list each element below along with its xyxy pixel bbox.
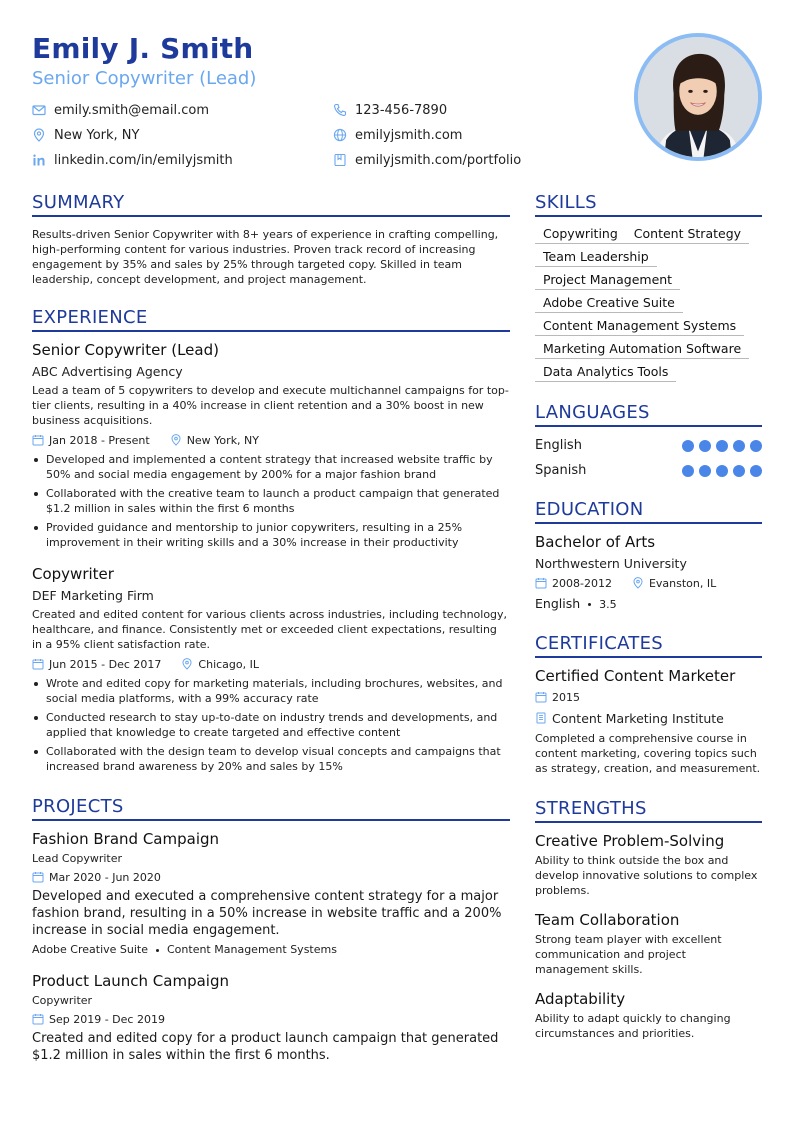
profile-photo bbox=[634, 33, 762, 161]
job-bullets bbox=[32, 676, 510, 774]
proficiency-dot bbox=[682, 465, 694, 477]
certificate-issuer: Content Marketing Institute bbox=[552, 710, 724, 726]
certificates-heading: CERTIFICATES bbox=[535, 633, 762, 658]
job-bullet: Collaborated with the design team to develop visual concepts and campaigns that increased brand awareness by 20% and sales by 15% bbox=[32, 744, 510, 774]
proficiency-dot bbox=[733, 440, 745, 452]
contact-email[interactable] bbox=[32, 101, 209, 119]
job-title: Copywriter bbox=[32, 565, 114, 583]
job-bullet: Collaborated with the creative team to launch a product campaign that generated $1.2 million in sales within the first 6 months bbox=[32, 486, 510, 516]
certificate-description: Completed a comprehensive course in content marketing, covering topics such as strategy, creation, and measurement. bbox=[535, 732, 761, 775]
language-row bbox=[535, 433, 762, 458]
project-tool: Content Management Systems bbox=[167, 943, 337, 956]
experience-section bbox=[32, 307, 510, 774]
location-pin-icon bbox=[170, 434, 182, 446]
job-description: Lead a team of 5 copywriters to develop and execute multichannel campaigns for top-tier clients, resulting in a 40% increase in client retention and a 30% boost in new business acquisitions. bbox=[32, 384, 509, 427]
strength-title: Creative Problem-Solving bbox=[535, 832, 725, 850]
skill-tag: Marketing Automation Software bbox=[535, 340, 749, 359]
skill-tag: Data Analytics Tools bbox=[535, 363, 676, 382]
education-heading: EDUCATION bbox=[535, 499, 762, 524]
linkedin-icon bbox=[32, 153, 46, 167]
contact-location bbox=[32, 126, 139, 144]
skill-tag: Content Management Systems bbox=[535, 317, 744, 336]
education-meta bbox=[535, 575, 762, 591]
project-title: Product Launch Campaign bbox=[32, 972, 229, 990]
skill-tag: Project Management bbox=[535, 271, 680, 290]
job-description: Created and edited content for various clients across industries, including technology, healthcare, and finance. Consistently met or exceeded client expectations, resulting in a 95% client satisfaction rate. bbox=[32, 608, 508, 651]
projects-section bbox=[32, 796, 510, 1064]
proficiency-dot bbox=[716, 440, 728, 452]
proficiency-dot bbox=[733, 465, 745, 477]
strengths-heading: STRENGTHS bbox=[535, 798, 762, 823]
avatar-illustration bbox=[638, 37, 758, 157]
proficiency-dot bbox=[750, 465, 762, 477]
contact-linkedin-text: linkedin.com/in/emilyjsmith bbox=[54, 152, 233, 168]
bookmark-icon bbox=[333, 153, 347, 167]
location-pin-icon bbox=[181, 658, 193, 670]
languages-list bbox=[535, 433, 762, 483]
job-dates: Jan 2018 - Present bbox=[49, 433, 150, 447]
strength-item bbox=[535, 831, 762, 898]
calendar-icon bbox=[32, 434, 44, 446]
contact-portfolio[interactable] bbox=[333, 151, 521, 169]
certificate-title: Certified Content Marketer bbox=[535, 667, 736, 685]
job-location: Chicago, IL bbox=[198, 657, 259, 671]
languages-section bbox=[535, 402, 762, 483]
strength-title: Team Collaboration bbox=[535, 911, 680, 929]
strength-item bbox=[535, 989, 762, 1041]
certificate-year: 2015 bbox=[552, 690, 580, 704]
contact-website-text: emilyjsmith.com bbox=[355, 127, 463, 143]
skill-tag: Adobe Creative Suite bbox=[535, 294, 683, 313]
proficiency-dot bbox=[750, 440, 762, 452]
project-item bbox=[32, 829, 510, 957]
experience-heading: EXPERIENCE bbox=[32, 307, 510, 332]
proficiency-dot bbox=[699, 440, 711, 452]
proficiency-dot bbox=[716, 465, 728, 477]
school-name: Northwestern University bbox=[535, 556, 687, 571]
summary-section bbox=[32, 192, 510, 287]
institution-icon bbox=[535, 712, 547, 724]
contact-phone-text: 123-456-7890 bbox=[355, 102, 448, 118]
strength-text: Ability to adapt quickly to changing circumstances and priorities. bbox=[535, 1012, 731, 1040]
experience-item bbox=[32, 340, 510, 550]
company-name: DEF Marketing Firm bbox=[32, 588, 154, 603]
summary-heading: SUMMARY bbox=[32, 192, 510, 217]
education-gpa: 3.5 bbox=[599, 598, 617, 611]
calendar-icon bbox=[535, 577, 547, 589]
candidate-name: Emily J. Smith bbox=[32, 32, 254, 65]
project-tools bbox=[32, 942, 510, 957]
proficiency-dot bbox=[682, 440, 694, 452]
job-meta bbox=[32, 432, 510, 448]
job-location: New York, NY bbox=[186, 433, 259, 447]
candidate-title: Senior Copywriter (Lead) bbox=[32, 68, 257, 89]
project-title: Fashion Brand Campaign bbox=[32, 830, 220, 848]
project-description: Created and edited copy for a product launch campaign that generated $1.2 million in sales within the first 6 months. bbox=[32, 1031, 499, 1063]
language-name: Spanish bbox=[535, 463, 587, 478]
skill-tag: Copywriting bbox=[535, 225, 626, 244]
job-bullets bbox=[32, 452, 510, 550]
summary-text: Results-driven Senior Copywriter with 8+ years of experience in crafting compelling, high-performing content for various industries. Proven track record of increasing engagement by 35% and sales by 25% through targeted copy. Skilled in team leadership, concept development, and project management. bbox=[32, 228, 499, 286]
strength-text: Ability to think outside the box and develop innovative solutions to complex problems. bbox=[535, 854, 758, 897]
project-meta bbox=[32, 869, 510, 885]
project-tool: Adobe Creative Suite bbox=[32, 943, 148, 956]
location-pin-icon bbox=[32, 128, 46, 142]
proficiency-dot bbox=[699, 465, 711, 477]
job-meta bbox=[32, 656, 510, 672]
right-column bbox=[535, 192, 762, 1041]
company-name: ABC Advertising Agency bbox=[32, 364, 183, 379]
language-name: English bbox=[535, 438, 582, 453]
job-bullet: Wrote and edited copy for marketing materials, including brochures, websites, and social media platforms, with a 99% accuracy rate bbox=[32, 676, 510, 706]
experience-item bbox=[32, 564, 510, 774]
project-item bbox=[32, 971, 510, 1064]
language-level-dots bbox=[677, 440, 762, 452]
contact-phone[interactable] bbox=[333, 101, 447, 119]
skills-list bbox=[535, 225, 762, 386]
skill-tag: Content Strategy bbox=[626, 225, 749, 244]
education-section bbox=[535, 499, 762, 613]
resume-header bbox=[32, 32, 632, 168]
job-bullet: Conducted research to stay up-to-date on industry trends and developments, and applied that knowledge to create targeted and effective content bbox=[32, 710, 510, 740]
skills-section bbox=[535, 192, 762, 386]
contact-linkedin[interactable] bbox=[32, 151, 233, 169]
project-meta bbox=[32, 1011, 510, 1027]
project-dates: Sep 2019 - Dec 2019 bbox=[49, 1012, 165, 1026]
skill-tag: Team Leadership bbox=[535, 248, 657, 267]
job-title: Senior Copywriter (Lead) bbox=[32, 341, 219, 359]
projects-heading: PROJECTS bbox=[32, 796, 510, 821]
education-dates: 2008-2012 bbox=[552, 576, 612, 590]
education-field: English bbox=[535, 596, 581, 611]
education-field-row bbox=[535, 595, 762, 613]
contact-website[interactable] bbox=[333, 126, 462, 144]
contact-portfolio-text: emilyjsmith.com/portfolio bbox=[355, 152, 522, 168]
certificates-section bbox=[535, 633, 762, 776]
globe-icon bbox=[333, 128, 347, 142]
job-bullet: Developed and implemented a content strategy that increased website traffic by 50% and social media engagement by 200% for a major fashion brand bbox=[32, 452, 510, 482]
calendar-icon bbox=[535, 691, 547, 703]
languages-heading: LANGUAGES bbox=[535, 402, 762, 427]
language-level-dots bbox=[677, 465, 762, 477]
contact-email-text: emily.smith@email.com bbox=[54, 102, 209, 118]
project-description: Developed and executed a comprehensive content strategy for a major fashion brand, resulting in a 50% increase in website traffic and a 200% increase in social media engagement. bbox=[32, 889, 502, 938]
phone-icon bbox=[333, 103, 347, 117]
language-row bbox=[535, 458, 762, 483]
strength-text: Strong team player with excellent communication and project management skills. bbox=[535, 933, 722, 976]
location-pin-icon bbox=[632, 577, 644, 589]
degree: Bachelor of Arts bbox=[535, 533, 656, 551]
job-dates: Jun 2015 - Dec 2017 bbox=[49, 657, 162, 671]
calendar-icon bbox=[32, 1013, 44, 1025]
education-location: Evanston, IL bbox=[648, 576, 717, 590]
project-dates: Mar 2020 - Jun 2020 bbox=[49, 870, 161, 884]
left-column bbox=[32, 192, 510, 1064]
job-bullet: Provided guidance and mentorship to junior copywriters, resulting in a 25% improvement in their writing skills and a 30% increase in their productivity bbox=[32, 520, 510, 550]
project-role: Lead Copywriter bbox=[32, 852, 123, 865]
strength-item bbox=[535, 910, 762, 977]
calendar-icon bbox=[32, 871, 44, 883]
strength-title: Adaptability bbox=[535, 990, 626, 1008]
strengths-section bbox=[535, 798, 762, 1041]
certificate-meta bbox=[535, 689, 762, 705]
calendar-icon bbox=[32, 658, 44, 670]
email-icon bbox=[32, 103, 46, 117]
project-role: Copywriter bbox=[32, 994, 93, 1007]
certificate-issuer-row bbox=[535, 709, 762, 727]
contact-location-text: New York, NY bbox=[54, 127, 140, 143]
skills-heading: SKILLS bbox=[535, 192, 762, 217]
